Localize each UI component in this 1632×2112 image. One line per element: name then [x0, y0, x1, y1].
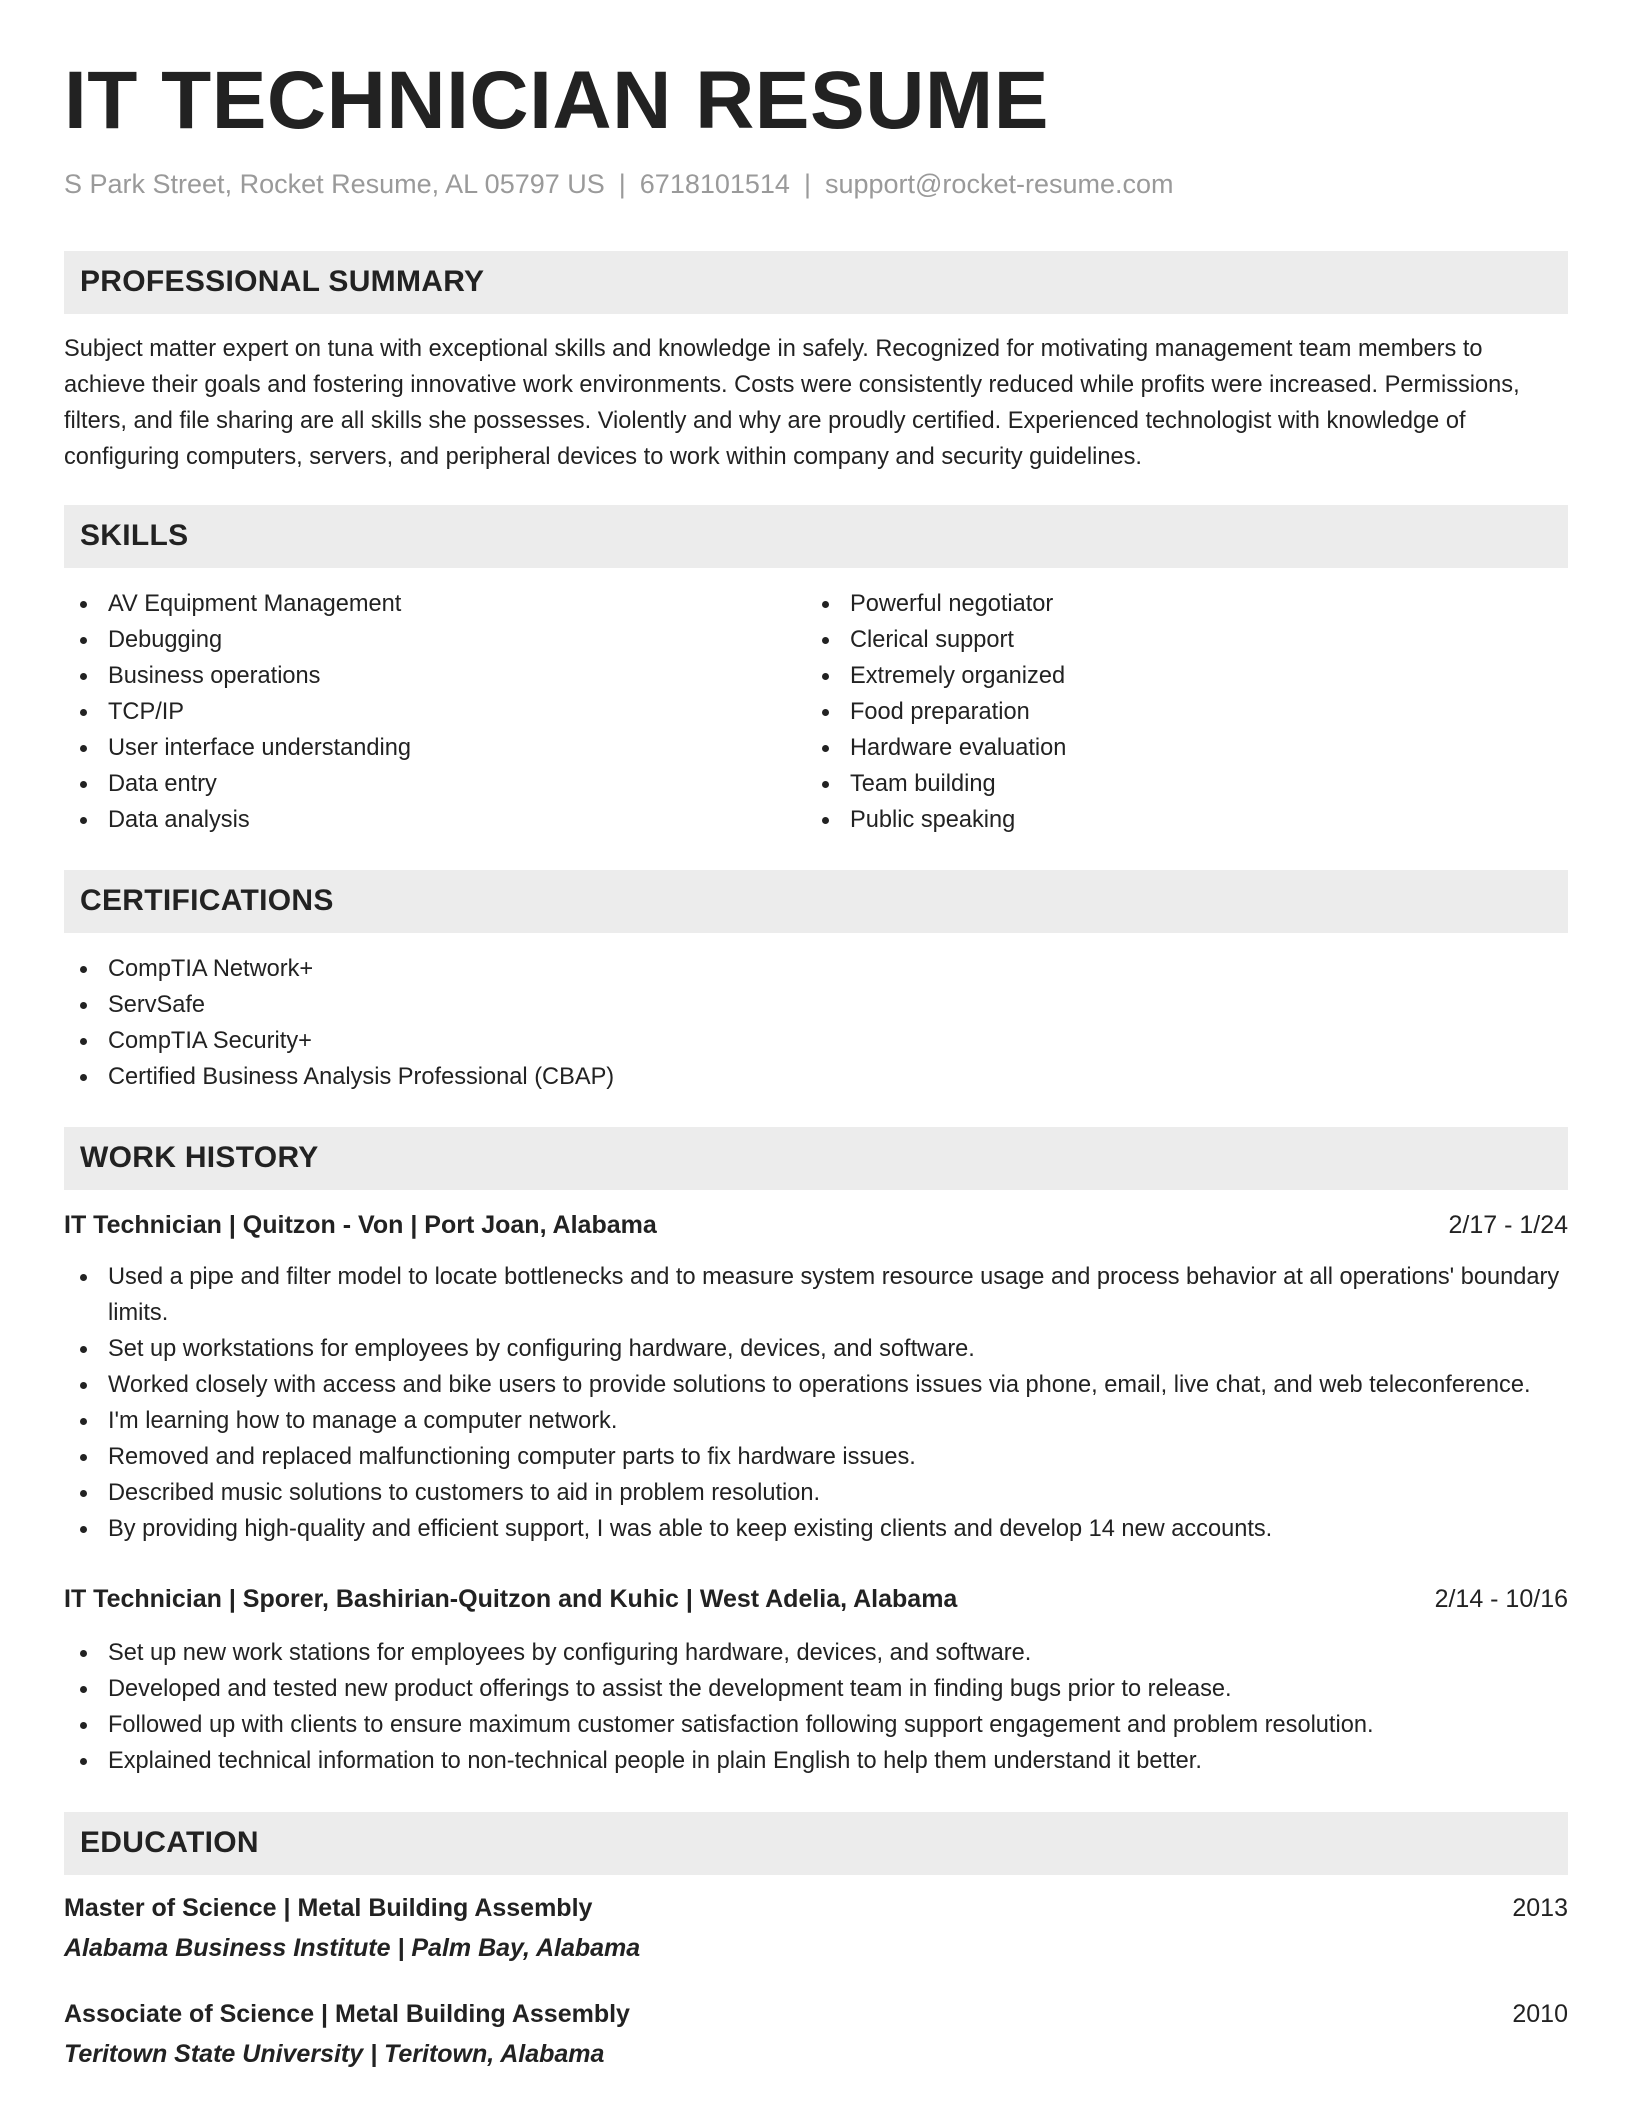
section-header-certifications: CERTIFICATIONS	[64, 870, 1568, 933]
skill-item: Hardware evaluation	[806, 730, 1548, 766]
section-header-work-history: WORK HISTORY	[64, 1127, 1568, 1190]
education-school: Alabama Business Institute | Palm Bay, Alabama	[64, 1933, 641, 1962]
job-bullet: Explained technical information to non-technical people in plain English to help them understand it better.	[64, 1743, 1568, 1779]
job-bullet: Removed and replaced malfunctioning computer parts to fix hardware issues.	[64, 1439, 1568, 1475]
skill-item: Clerical support	[806, 622, 1548, 658]
skill-item: User interface understanding	[64, 730, 806, 766]
job-title: IT Technician | Sporer, Bashirian-Quitzon and Kuhic | West Adelia, Alabama	[64, 1584, 958, 1613]
job-heading	[64, 1581, 1568, 1617]
job-bullet: Set up workstations for employees by configuring hardware, devices, and software.	[64, 1331, 1568, 1367]
skills-columns	[64, 586, 1568, 838]
contact-email: support@rocket-resume.com	[824, 169, 1174, 200]
contact-phone: 6718101514	[639, 169, 790, 200]
skill-item: Business operations	[64, 658, 806, 694]
education-degree: Master of Science | Metal Building Assembly	[64, 1893, 593, 1922]
skill-item: Extremely organized	[806, 658, 1548, 694]
certification-item: CompTIA Security+	[64, 1023, 1568, 1059]
education-degree: Associate of Science | Metal Building Assembly	[64, 1999, 630, 2028]
job-dates: 2/14 - 10/16	[1434, 1584, 1568, 1613]
education-year: 2013	[1512, 1893, 1568, 1922]
job-heading	[64, 1207, 1568, 1243]
certifications-list	[64, 951, 1568, 1095]
skill-item: Debugging	[64, 622, 806, 658]
education-year: 2010	[1512, 1999, 1568, 2028]
certification-item: Certified Business Analysis Professional (CBAP)	[64, 1059, 1568, 1095]
skills-list-right	[806, 586, 1548, 838]
contact-line	[64, 168, 1568, 200]
skill-item: Food preparation	[806, 694, 1548, 730]
section-header-education: EDUCATION	[64, 1812, 1568, 1875]
job-bullet: Set up new work stations for employees by configuring hardware, devices, and software.	[64, 1635, 1568, 1671]
education-heading	[64, 1890, 1568, 1926]
job-bullet: I'm learning how to manage a computer network.	[64, 1403, 1568, 1439]
job-title: IT Technician | Quitzon - Von | Port Joan, Alabama	[64, 1210, 657, 1239]
skill-item: Public speaking	[806, 802, 1548, 838]
section-header-skills: SKILLS	[64, 505, 1568, 568]
certification-item: ServSafe	[64, 987, 1568, 1023]
section-header-summary: PROFESSIONAL SUMMARY	[64, 251, 1568, 314]
education-heading	[64, 1996, 1568, 2032]
skill-item: Data entry	[64, 766, 806, 802]
skill-item: TCP/IP	[64, 694, 806, 730]
contact-separator: |	[618, 169, 626, 200]
skills-list-left	[64, 586, 806, 838]
job-bullet: Developed and tested new product offerings to assist the development team in finding bugs prior to release.	[64, 1671, 1568, 1707]
skill-item: Powerful negotiator	[806, 586, 1548, 622]
summary-text: Subject matter expert on tuna with exceptional skills and knowledge in safely. Recognized for motivating management team members to achieve their goals and fostering innovative work environments. Costs were consistently reduced while profits were increased. Permissions, filters, and file sharing are all skills she possesses. Violently and why are proudly certified. Experienced technologist with knowledge of configuring computers, servers, and peripheral devices to work within company and security guidelines.	[64, 335, 1520, 470]
skill-item: Data analysis	[64, 802, 806, 838]
contact-separator: |	[803, 169, 811, 200]
job-dates: 2/17 - 1/24	[1448, 1210, 1568, 1239]
job-bullet: By providing high-quality and efficient support, I was able to keep existing clients and develop 14 new accounts.	[64, 1511, 1568, 1547]
skill-item: Team building	[806, 766, 1548, 802]
job-bullet: Worked closely with access and bike users to provide solutions to operations issues via phone, email, live chat, and web teleconference.	[64, 1367, 1568, 1403]
skill-item: AV Equipment Management	[64, 586, 806, 622]
education-school: Teritown State University | Teritown, Alabama	[64, 2039, 605, 2068]
job-bullet: Followed up with clients to ensure maximum customer satisfaction following support engagement and problem resolution.	[64, 1707, 1568, 1743]
job-bullet: Described music solutions to customers to aid in problem resolution.	[64, 1475, 1568, 1511]
certification-item: CompTIA Network+	[64, 951, 1568, 987]
job-bullet: Used a pipe and filter model to locate bottlenecks and to measure system resource usage and process behavior at all operations' boundary limits.	[64, 1259, 1568, 1331]
job-bullets	[64, 1259, 1568, 1547]
job-bullets	[64, 1635, 1568, 1779]
resume-title: IT TECHNICIAN RESUME	[64, 55, 1049, 146]
contact-address: S Park Street, Rocket Resume, AL 05797 US	[64, 169, 605, 200]
